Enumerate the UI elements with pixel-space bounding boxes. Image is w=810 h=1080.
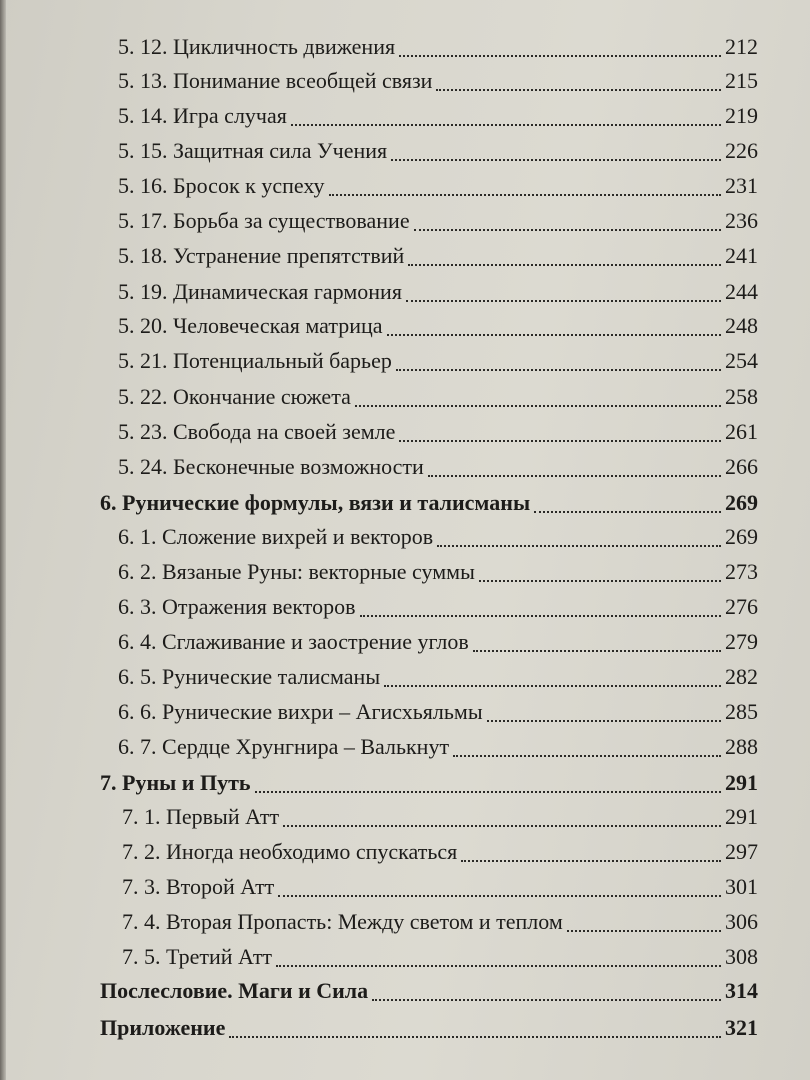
toc-page-number: 236 bbox=[725, 208, 758, 233]
dot-leader bbox=[436, 75, 721, 91]
toc-entry-title: 7. 4. Вторая Пропасть: Между светом и теплом bbox=[122, 909, 563, 934]
toc-entry-row bbox=[122, 804, 758, 830]
toc-entry-title: Послесловие. Маги и Сила bbox=[100, 978, 369, 1003]
toc-entry-title: 7. 3. Второй Атт bbox=[122, 874, 275, 899]
toc-entry-title: 6. 3. Отражения векторов bbox=[118, 594, 356, 619]
dot-leader bbox=[534, 497, 721, 513]
toc-entry-row bbox=[118, 699, 758, 725]
toc-entry-row bbox=[118, 103, 758, 129]
toc-page-number: 269 bbox=[725, 524, 758, 549]
toc-entry-title: 5. 14. Игра случая bbox=[118, 103, 287, 128]
toc-page-number: 308 bbox=[725, 944, 758, 969]
dot-leader bbox=[276, 951, 721, 967]
dot-leader bbox=[399, 41, 721, 57]
dot-leader bbox=[453, 741, 721, 757]
toc-chapter-row bbox=[100, 770, 758, 796]
toc-page-number: 301 bbox=[725, 874, 758, 899]
toc-entry-row bbox=[118, 629, 758, 655]
toc-entry-row bbox=[118, 559, 758, 585]
toc-entry-title: 5. 15. Защитная сила Учения bbox=[118, 138, 388, 163]
toc-page-number: 241 bbox=[725, 243, 758, 268]
toc-page-number: 273 bbox=[725, 559, 758, 584]
toc-entry-row bbox=[118, 68, 758, 94]
dot-leader bbox=[461, 846, 721, 862]
toc-entry-title: 5. 24. Бесконечные возможности bbox=[118, 454, 424, 479]
toc-entry-title: 7. 1. Первый Атт bbox=[122, 804, 280, 829]
toc-entry-row bbox=[122, 874, 758, 900]
toc-entry-row bbox=[118, 243, 758, 269]
dot-leader bbox=[408, 250, 721, 266]
toc-entry-title: 5. 16. Бросок к успеху bbox=[118, 173, 325, 198]
toc-page-number: 279 bbox=[725, 629, 758, 654]
toc-entry-title: 5. 17. Борьба за существование bbox=[118, 208, 410, 233]
toc-entry-title: 6. 6. Рунические вихри – Агисхьяльмы bbox=[118, 699, 483, 724]
toc-entry-row bbox=[118, 173, 758, 199]
toc-entry-title: 5. 18. Устранение препятствий bbox=[118, 243, 405, 268]
toc-entry-row bbox=[118, 348, 758, 374]
toc-entry-title: 6. 4. Сглаживание и заострение углов bbox=[118, 629, 469, 654]
dot-leader bbox=[437, 531, 721, 547]
toc-chapter-row bbox=[100, 978, 758, 1004]
toc-entry-row bbox=[122, 839, 758, 865]
toc-page-number: 248 bbox=[725, 313, 758, 338]
toc-entry-row bbox=[118, 313, 758, 339]
toc-page-number: 219 bbox=[725, 103, 758, 128]
toc-entry-title: 6. 5. Рунические талисманы bbox=[118, 664, 381, 689]
dot-leader bbox=[387, 320, 721, 336]
dot-leader bbox=[406, 286, 721, 302]
toc-entry-row bbox=[118, 524, 758, 550]
toc-entry-row bbox=[118, 734, 758, 760]
toc-entry-title: 5. 19. Динамическая гармония bbox=[118, 279, 402, 304]
toc-entry-title: 6. 7. Сердце Хрунгнира – Валькнут bbox=[118, 734, 450, 759]
dot-leader bbox=[567, 916, 721, 932]
toc-entry-row bbox=[118, 664, 758, 690]
toc-entry-row bbox=[122, 944, 758, 970]
toc-entry-row bbox=[118, 279, 758, 305]
dot-leader bbox=[399, 426, 721, 442]
dot-leader bbox=[391, 145, 721, 161]
toc-page-number: 291 bbox=[725, 804, 758, 829]
toc-entry-row bbox=[118, 419, 758, 445]
dot-leader bbox=[229, 1022, 721, 1038]
dot-leader bbox=[479, 566, 721, 582]
toc-entry-row bbox=[118, 384, 758, 410]
toc-entry-row bbox=[118, 34, 758, 60]
toc-page-number: 306 bbox=[725, 909, 758, 934]
dot-leader bbox=[283, 811, 721, 827]
toc-entry-title: 5. 12. Цикличность движения bbox=[118, 34, 396, 59]
toc-entry-row bbox=[118, 454, 758, 480]
dot-leader bbox=[355, 391, 721, 407]
dot-leader bbox=[428, 461, 721, 477]
toc-page-number: 321 bbox=[725, 1015, 758, 1040]
toc-chapter-row bbox=[100, 490, 758, 516]
toc-entry-title: 7. 5. Третий Атт bbox=[122, 944, 273, 969]
toc-entry-title: 5. 20. Человеческая матрица bbox=[118, 313, 383, 338]
toc-page-number: 285 bbox=[725, 699, 758, 724]
toc-page-number: 261 bbox=[725, 419, 758, 444]
toc-page-number: 276 bbox=[725, 594, 758, 619]
dot-leader bbox=[360, 601, 721, 617]
toc-page-number: 244 bbox=[725, 279, 758, 304]
toc-chapter-row bbox=[100, 1015, 758, 1041]
toc-entry-title: 7. 2. Иногда необходимо спускаться bbox=[122, 839, 458, 864]
toc-page-number: 212 bbox=[725, 34, 758, 59]
toc-entry-row bbox=[118, 594, 758, 620]
dot-leader bbox=[291, 110, 721, 126]
toc-entry-title: 5. 21. Потенциальный барьер bbox=[118, 348, 392, 373]
dot-leader bbox=[396, 355, 721, 371]
toc-entry-title: 5. 22. Окончание сюжета bbox=[118, 384, 351, 409]
dot-leader bbox=[372, 985, 721, 1001]
dot-leader bbox=[414, 215, 721, 231]
toc-entry-title: 6. 1. Сложение вихрей и векторов bbox=[118, 524, 434, 549]
dot-leader bbox=[473, 636, 721, 652]
dot-leader bbox=[384, 671, 721, 687]
toc-entry-title: 6. Рунические формулы, вязи и талисманы bbox=[100, 490, 531, 515]
toc-page-number: 291 bbox=[725, 770, 758, 795]
toc-page-number: 269 bbox=[725, 490, 758, 515]
toc-entry-title: 6. 2. Вязаные Руны: векторные суммы bbox=[118, 559, 475, 584]
toc-page-number: 231 bbox=[725, 173, 758, 198]
dot-leader bbox=[487, 706, 721, 722]
toc-page-number: 266 bbox=[725, 454, 758, 479]
toc-page-number: 215 bbox=[725, 68, 758, 93]
toc-entry-title: 5. 23. Свобода на своей земле bbox=[118, 419, 396, 444]
toc-entry-row bbox=[122, 909, 758, 935]
dot-leader bbox=[278, 881, 721, 897]
dot-leader bbox=[255, 777, 721, 793]
toc-entry-row bbox=[118, 208, 758, 234]
toc-entry-title: Приложение bbox=[100, 1015, 226, 1040]
toc-page-number: 314 bbox=[725, 978, 758, 1003]
toc-entry-title: 5. 13. Понимание всеобщей связи bbox=[118, 68, 433, 93]
toc-entry-title: 7. Руны и Путь bbox=[100, 770, 251, 795]
toc-page-number: 282 bbox=[725, 664, 758, 689]
toc-page-number: 254 bbox=[725, 348, 758, 373]
toc-page-number: 297 bbox=[725, 839, 758, 864]
toc-page-number: 258 bbox=[725, 384, 758, 409]
dot-leader bbox=[329, 180, 722, 196]
toc-page-number: 226 bbox=[725, 138, 758, 163]
toc-entry-row bbox=[118, 138, 758, 164]
toc-page-number: 288 bbox=[725, 734, 758, 759]
